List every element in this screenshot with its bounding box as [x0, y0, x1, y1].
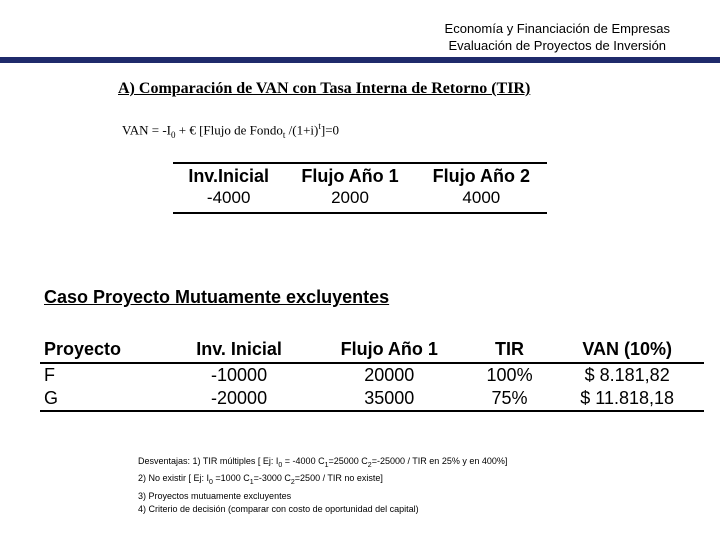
column-header: Flujo Año 1	[310, 339, 469, 363]
column-header: Inv. Inicial	[168, 339, 309, 363]
column-header: TIR	[469, 339, 551, 363]
note-sub: 1	[324, 461, 329, 469]
table-header-row	[40, 339, 704, 363]
note-item	[138, 472, 507, 489]
table-cell: F	[44, 365, 55, 385]
note-text: Desventajas: 1) TIR múltiples [ Ej: I	[138, 456, 279, 466]
page-header	[445, 20, 670, 54]
note-text: =25000 C	[328, 456, 368, 466]
formula-sub: 0	[170, 129, 176, 140]
note-item: 3) Proyectos mutuamente excluyentes	[138, 490, 292, 501]
note-sub: 0	[209, 479, 213, 487]
table-cell: $ 11.818,18	[580, 388, 675, 408]
column-header: Proyecto	[40, 339, 168, 363]
note-item: 4) Criterio de decisión (comparar con costo de oportunidad del capital)	[138, 504, 419, 515]
table-cell: 4000	[462, 188, 501, 207]
table-cell: 2000	[331, 188, 369, 207]
note-sub: 2	[367, 461, 372, 469]
table-cell: -4000	[206, 188, 251, 207]
formula-part: ]=0	[320, 122, 340, 138]
table-header-row	[173, 163, 547, 188]
note-sub: 1	[249, 479, 254, 487]
header-line-2: Evaluación de Proyectos de Inversión	[448, 38, 667, 53]
formula-sub: t	[282, 129, 286, 140]
table-cell: 75%	[491, 388, 528, 408]
note-text: = -4000 C	[282, 456, 325, 466]
table-row	[40, 387, 704, 411]
table-cell: 20000	[364, 365, 415, 385]
formula-part: VAN = -I	[122, 122, 171, 138]
table-cell: 100%	[486, 365, 533, 385]
notes-list	[138, 455, 507, 517]
note-text: 2) No existir [ Ej: I	[138, 473, 210, 484]
note-text: =2500 / TIR no existe]	[294, 473, 383, 484]
case-title: Caso Proyecto Mutuamente excluyentes	[44, 287, 390, 307]
note-sub: 0	[278, 461, 283, 469]
van-formula	[122, 121, 339, 140]
table-row	[40, 363, 704, 387]
column-header: Inv.Inicial	[188, 166, 270, 186]
table-cell: 35000	[364, 388, 415, 408]
cashflow-table	[173, 162, 547, 214]
column-header: VAN (10%)	[550, 339, 704, 363]
header-line-1: Economía y Financiación de Empresas	[444, 21, 670, 36]
header-divider-bar	[0, 57, 720, 63]
note-item	[138, 455, 507, 472]
note-text: =1000 C	[212, 473, 250, 484]
table-cell: -20000	[211, 388, 268, 408]
formula-part: /(1+i)	[285, 122, 319, 138]
formula-part: + € [Flujo de Fondo	[175, 122, 283, 138]
note-sub: 2	[290, 479, 295, 487]
projects-table	[40, 339, 704, 412]
table-cell: G	[44, 388, 59, 408]
column-header: Flujo Año 2	[432, 166, 530, 186]
note-text: =-25000 / TIR en 25% y en 400%]	[371, 456, 508, 466]
section-title: A) Comparación de VAN con Tasa Interna de Retorno (TIR)	[118, 80, 531, 97]
table-cell: $ 8.181,82	[584, 365, 670, 385]
formula-sup: t	[318, 121, 321, 131]
table-cell: -10000	[211, 365, 268, 385]
note-text: =-3000 C	[253, 473, 291, 484]
column-header: Flujo Año 1	[301, 166, 399, 186]
table-row	[173, 188, 547, 213]
